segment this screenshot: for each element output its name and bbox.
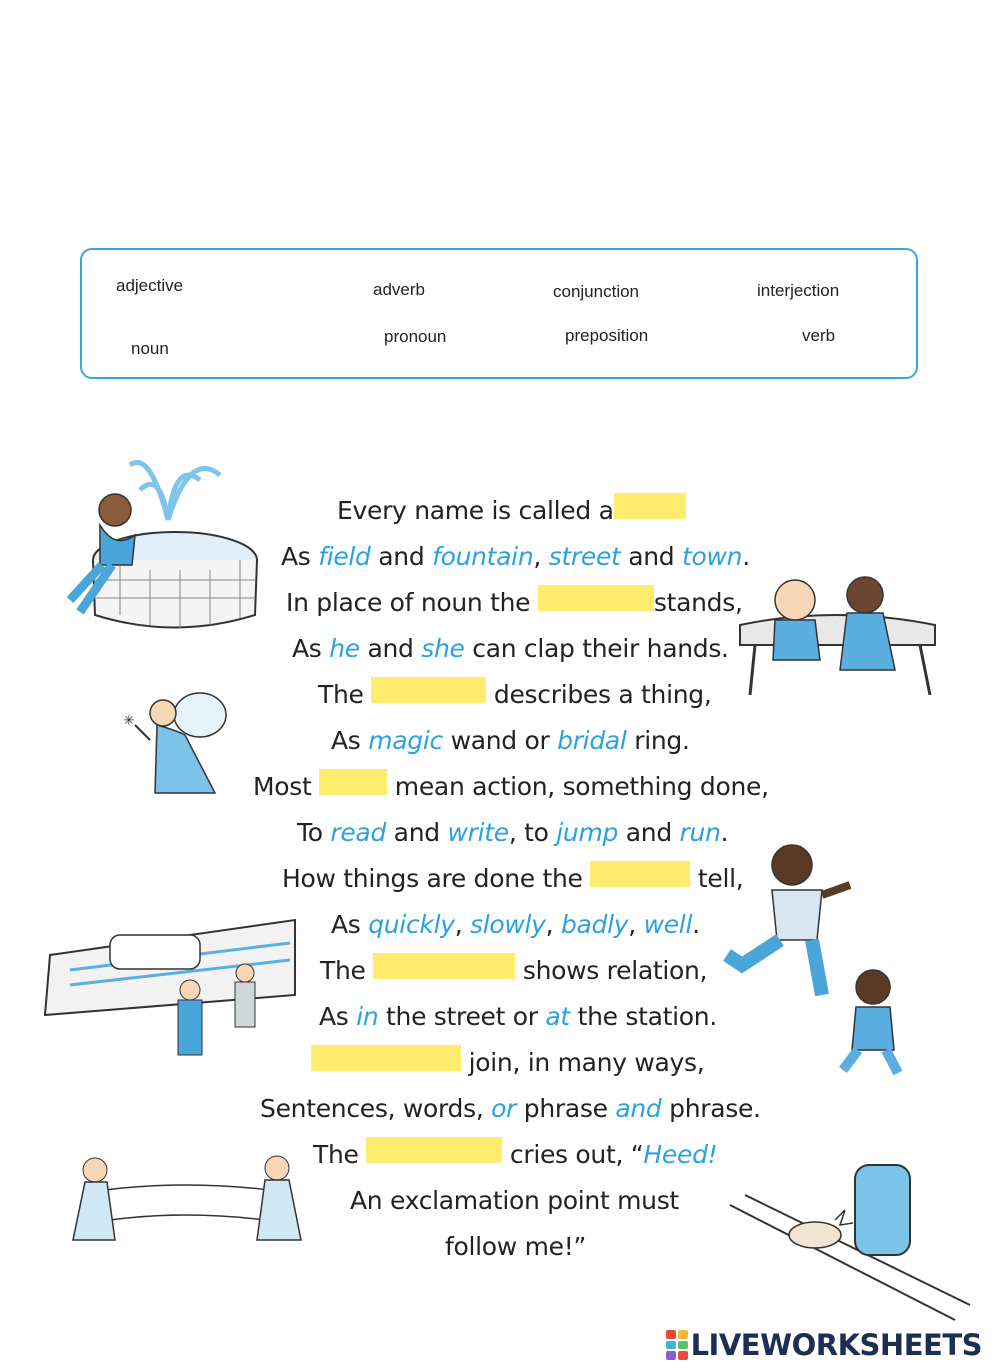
poem-text: the street or xyxy=(378,1002,546,1031)
example-word: Heed! xyxy=(643,1140,718,1169)
logo-mark-icon xyxy=(666,1330,688,1360)
poem-text: describes a thing, xyxy=(486,680,712,709)
poem-text: , xyxy=(628,910,644,939)
poem-text: . xyxy=(720,818,729,847)
word-noun[interactable]: noun xyxy=(131,339,169,358)
blank-pronoun[interactable] xyxy=(538,585,654,611)
poem-line-2 xyxy=(0,534,1000,580)
blank-adjective[interactable] xyxy=(371,677,486,703)
example-word: and xyxy=(615,1094,662,1123)
word-adjective[interactable]: adjective xyxy=(116,276,184,295)
poem-text: . xyxy=(692,910,700,939)
poem-text: join, in many ways, xyxy=(461,1048,705,1077)
poem-line-17 xyxy=(0,1224,1000,1270)
liveworksheets-logo[interactable] xyxy=(666,1327,982,1363)
blank-adverb[interactable] xyxy=(590,861,690,887)
poem-text: and xyxy=(620,542,682,571)
poem-line-11 xyxy=(0,948,1000,994)
word-conjunction[interactable]: conjunction xyxy=(553,282,640,301)
example-word: fountain xyxy=(432,542,534,571)
poem-text: As xyxy=(319,1002,357,1031)
poem-line-9 xyxy=(0,856,1000,902)
poem-text: Every name is called a xyxy=(337,496,614,525)
poem-line-5 xyxy=(0,672,1000,718)
blank-noun[interactable] xyxy=(614,493,686,519)
blank-preposition[interactable] xyxy=(373,953,515,979)
example-word: well xyxy=(643,910,693,939)
poem-text: cries out, “ xyxy=(502,1140,644,1169)
poem-text: As xyxy=(281,542,319,571)
poem-text: follow me!” xyxy=(445,1232,587,1261)
poem-text: phrase. xyxy=(661,1094,761,1123)
word-preposition[interactable]: preposition xyxy=(565,326,649,345)
poem-text: , xyxy=(533,542,549,571)
poem-text: and xyxy=(370,542,433,571)
poem-line-15 xyxy=(0,1132,1000,1178)
poem-text: can clap their hands. xyxy=(464,634,729,663)
poem-text: wand or xyxy=(442,726,558,755)
poem-text: , xyxy=(454,910,471,939)
poem-line-3 xyxy=(0,580,1000,626)
example-word: at xyxy=(545,1002,570,1031)
poem-line-10 xyxy=(0,902,1000,948)
example-word: town xyxy=(682,542,743,571)
poem-line-14 xyxy=(0,1086,1000,1132)
poem-text: An exclamation point must xyxy=(350,1186,679,1215)
word-bank xyxy=(80,248,918,379)
poem-text: , to xyxy=(508,818,557,847)
example-word: read xyxy=(330,818,387,847)
poem-line-13 xyxy=(0,1040,1000,1086)
poem-text: The xyxy=(320,956,374,985)
poem-text: Sentences, words, xyxy=(260,1094,492,1123)
poem-line-12 xyxy=(0,994,1000,1040)
example-word: jump xyxy=(556,818,619,847)
blank-verb[interactable] xyxy=(319,769,387,795)
poem-text: and xyxy=(359,634,422,663)
poem-line-4 xyxy=(0,626,1000,672)
poem-text: the station. xyxy=(569,1002,717,1031)
poem-text: In place of noun the xyxy=(286,588,538,617)
poem-text: ring. xyxy=(626,726,690,755)
word-interjection[interactable]: interjection xyxy=(757,281,840,300)
blank-interjection[interactable] xyxy=(366,1137,502,1163)
poem-line-16 xyxy=(0,1178,1000,1224)
poem-text: shows relation, xyxy=(515,956,708,985)
example-word: write xyxy=(447,818,509,847)
poem-text: The xyxy=(313,1140,367,1169)
poem-text: , xyxy=(545,910,561,939)
example-word: field xyxy=(318,542,371,571)
poem-text: stands, xyxy=(653,588,743,617)
poem-text: The xyxy=(318,680,372,709)
poem-text: As xyxy=(331,726,369,755)
svg-text:✳: ✳ xyxy=(123,712,135,728)
poem-line-7 xyxy=(0,764,1000,810)
example-word: bridal xyxy=(557,726,627,755)
poem-line-6 xyxy=(0,718,1000,764)
example-word: in xyxy=(356,1002,379,1031)
poem-line-8 xyxy=(0,810,1000,856)
example-word: slowly xyxy=(470,910,546,939)
poem-text: To xyxy=(297,818,331,847)
word-adverb[interactable]: adverb xyxy=(373,280,425,299)
poem-text: As xyxy=(331,910,369,939)
example-word: run xyxy=(679,818,721,847)
example-word: he xyxy=(329,634,360,663)
poem-text: tell, xyxy=(690,864,744,893)
word-pronoun[interactable]: pronoun xyxy=(384,327,447,346)
poem-text: Most xyxy=(253,772,320,801)
poem-text: and xyxy=(618,818,680,847)
word-verb[interactable]: verb xyxy=(802,326,836,345)
blank-conjunction[interactable] xyxy=(311,1045,461,1071)
example-word: street xyxy=(548,542,621,571)
poem-text: How things are done the xyxy=(282,864,591,893)
example-word: badly xyxy=(560,910,629,939)
poem-text: and xyxy=(386,818,448,847)
poem-text: mean action, something done, xyxy=(387,772,769,801)
poem-text: . xyxy=(742,542,750,571)
poem-line-1 xyxy=(0,488,1000,534)
brand-name: LIVEWORKSHEETS xyxy=(690,1328,982,1362)
example-word: quickly xyxy=(368,910,455,939)
example-word: or xyxy=(491,1094,517,1123)
example-word: she xyxy=(421,634,465,663)
poem-text: As xyxy=(292,634,330,663)
poem-text: phrase xyxy=(516,1094,616,1123)
example-word: magic xyxy=(368,726,443,755)
